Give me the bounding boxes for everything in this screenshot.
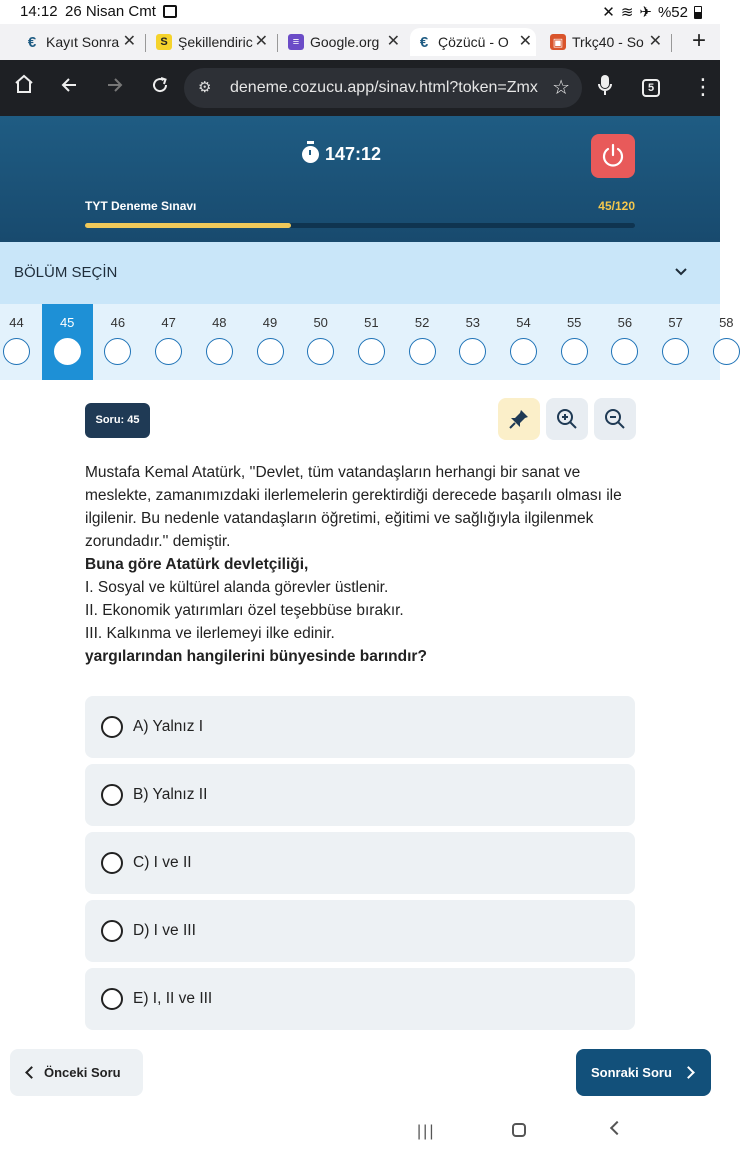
next-question-button[interactable]: Sonraki Soru [576, 1049, 711, 1096]
question-nav-item-54[interactable] [498, 304, 549, 380]
tab-title: Kayıt Sonra [46, 34, 120, 50]
question-item-1: I. Sosyal ve kültürel alanda görevler üstlenir. [85, 579, 389, 596]
question-nav-item-48[interactable] [194, 304, 245, 380]
finish-exam-button[interactable] [591, 134, 635, 178]
status-icons [602, 3, 702, 21]
zoom-out-icon [604, 408, 626, 430]
exam-name: TYT Deneme Sınavı [85, 199, 197, 213]
pin-icon [508, 408, 530, 430]
radio-icon[interactable] [101, 784, 123, 806]
question-status-circle [358, 338, 385, 365]
question-status-circle [662, 338, 689, 365]
radio-icon[interactable] [101, 988, 123, 1010]
bookmark-star-icon[interactable]: ☆ [552, 77, 570, 99]
question-item-2: II. Ekonomik yatırımları özel teşebbüse bırakır. [85, 602, 404, 619]
question-nav-number: 54 [516, 315, 531, 330]
tab-divider [671, 34, 672, 52]
question-navigator [0, 304, 734, 380]
option-a[interactable] [85, 696, 635, 758]
browser-tab-5[interactable] [544, 28, 666, 56]
new-tab-icon[interactable]: + [691, 27, 706, 54]
question-nav-item-44[interactable] [0, 304, 42, 380]
question-ask: yargılarından hangilerini bünyesinde barındır? [85, 648, 427, 665]
url-text[interactable]: deneme.cozucu.app/sinav.html?token=Zmx [230, 79, 538, 96]
timer-value: 147:12 [325, 144, 382, 164]
question-nav-item-56[interactable] [599, 304, 650, 380]
question-item-3: III. Kalkınma ve ilerlemeyi ilke edinir. [85, 625, 335, 642]
question-nav-number: 50 [313, 315, 328, 330]
browser-tab-strip [0, 24, 720, 60]
tab-title: Trkç40 - So [572, 34, 644, 50]
question-status-circle [713, 338, 740, 365]
tab-divider [277, 34, 278, 52]
exam-progress-text: 45/120 [598, 199, 635, 213]
question-nav-number: 45 [59, 315, 75, 330]
question-number-badge: Soru: 45 [85, 403, 150, 438]
power-icon [600, 143, 626, 169]
exam-timer [302, 144, 381, 165]
status-date: 26 Nisan Cmt [65, 3, 156, 20]
question-nav-item-58[interactable] [701, 304, 752, 380]
question-status-circle [459, 338, 486, 365]
question-nav-number: 51 [364, 315, 379, 330]
tab-title: Google.org [310, 34, 380, 50]
trkc-favicon-icon: ▣ [550, 34, 566, 50]
back-button-icon[interactable] [610, 1121, 624, 1135]
microphone-icon[interactable] [598, 74, 612, 102]
close-tab-icon[interactable]: ✕ [518, 33, 532, 50]
option-label: D) I ve III [133, 922, 196, 939]
question-nav-item-57[interactable] [650, 304, 701, 380]
recent-apps-icon[interactable]: ||| [417, 1123, 436, 1140]
option-label: E) I, II ve III [133, 990, 213, 1007]
question-status-circle [54, 338, 81, 365]
question-status-circle [611, 338, 638, 365]
question-paragraph: Mustafa Kemal Atatürk, ''Devlet, tüm vatandaşların herhangi bir sanat ve meslekte, zamanımızdaki ilerlemelerin gerektirdiği derecede başarılı olması ile ilgilenir. Bu nedenle vatandaşların öğretimi, eğitimi ve sağlığıyla ilgilenmek zorundadır.'' demiştir. [85, 464, 622, 550]
radio-icon[interactable] [101, 920, 123, 942]
exam-progress-bar [85, 223, 635, 228]
zoom-in-button[interactable] [546, 398, 588, 440]
question-nav-item-47[interactable] [143, 304, 194, 380]
question-stem: Buna göre Atatürk devletçiliği, [85, 556, 309, 573]
question-nav-number: 49 [262, 315, 278, 330]
question-nav-number: 48 [212, 315, 227, 330]
exam-header [0, 116, 720, 242]
battery-icon [694, 6, 702, 19]
previous-question-button[interactable]: Önceki Soru [10, 1049, 143, 1096]
tab-title: Şekillendiric [178, 34, 253, 50]
zoom-out-button[interactable] [594, 398, 636, 440]
browser-tab-4-active[interactable] [410, 28, 536, 56]
question-nav-bar [0, 1038, 720, 1106]
radio-icon[interactable] [101, 852, 123, 874]
wifi-icon: ≋ [620, 4, 634, 21]
close-tab-icon[interactable]: ✕ [386, 33, 400, 50]
question-nav-number: 52 [414, 315, 430, 330]
tab-divider [145, 34, 146, 52]
question-nav-item-50[interactable] [295, 304, 346, 380]
question-nav-item-51[interactable] [346, 304, 397, 380]
more-menu-icon[interactable]: ⋮ [692, 74, 714, 99]
option-label: B) Yalnız II [133, 786, 208, 803]
forms-favicon-icon: ≡ [288, 34, 304, 50]
airplane-icon: ✈ [639, 4, 652, 21]
browser-tab-1[interactable] [18, 28, 140, 56]
section-select-label: BÖLÜM SEÇİN [14, 264, 118, 281]
question-text [85, 461, 645, 668]
option-label: C) I ve II [133, 854, 192, 871]
question-nav-number: 44 [9, 315, 24, 330]
forward-arrow-icon[interactable] [106, 74, 124, 100]
cozucu-favicon-icon: € [419, 33, 429, 51]
close-tab-icon[interactable]: ✕ [648, 33, 662, 50]
option-e[interactable] [85, 968, 635, 1030]
battery-level: %52 [657, 3, 688, 21]
zoom-in-icon [556, 408, 578, 430]
site-settings-icon[interactable]: ⚙ [198, 79, 212, 96]
reload-icon[interactable] [151, 74, 169, 100]
pin-question-button[interactable] [498, 398, 540, 440]
browser-tab-2[interactable] [150, 28, 272, 56]
status-bar [0, 0, 720, 24]
question-status-circle [104, 338, 131, 365]
question-status-circle [409, 338, 436, 365]
option-label: A) Yalnız I [133, 718, 204, 735]
close-tab-icon[interactable]: ✕ [122, 33, 136, 50]
gallery-icon [163, 5, 177, 18]
browser-tab-3[interactable] [282, 28, 404, 56]
s-favicon-icon: S [156, 34, 172, 50]
question-status-circle [206, 338, 233, 365]
question-nav-number: 58 [719, 315, 734, 330]
back-arrow-icon[interactable] [60, 74, 78, 100]
question-nav-item-55[interactable] [549, 304, 600, 380]
home-button-icon[interactable] [512, 1123, 526, 1137]
close-tab-icon[interactable]: ✕ [254, 33, 268, 50]
status-time: 14:12 [20, 3, 58, 20]
question-status-circle [257, 338, 284, 365]
exam-progress-fill [85, 223, 291, 228]
question-nav-number: 56 [617, 315, 633, 330]
browser-toolbar [0, 60, 720, 116]
question-nav-number: 53 [465, 315, 481, 330]
question-status-circle [3, 338, 30, 365]
cozucu-favicon-icon: € [27, 33, 37, 51]
option-d[interactable] [85, 900, 635, 962]
address-bar[interactable] [184, 68, 582, 108]
tab-count-icon[interactable]: 5 [642, 79, 660, 97]
question-nav-number: 55 [566, 315, 582, 330]
question-nav-item-52[interactable] [397, 304, 448, 380]
android-nav-bar [0, 1106, 720, 1152]
option-c[interactable] [85, 832, 635, 894]
stopwatch-icon [302, 146, 319, 163]
question-nav-item-49[interactable] [245, 304, 296, 380]
question-nav-number: 46 [110, 315, 126, 330]
home-icon[interactable] [14, 74, 34, 100]
question-status-circle [307, 338, 334, 365]
option-b[interactable] [85, 764, 635, 826]
question-nav-item-53[interactable] [447, 304, 498, 380]
question-status-circle [561, 338, 588, 365]
question-nav-number: 47 [161, 315, 176, 330]
question-status-circle [155, 338, 182, 365]
mute-icon: ✕ [602, 4, 615, 21]
question-nav-item-46[interactable] [92, 304, 143, 380]
question-status-circle [510, 338, 537, 365]
question-nav-item-45[interactable] [42, 304, 93, 380]
radio-icon[interactable] [101, 716, 123, 738]
section-select[interactable] [0, 242, 720, 304]
question-nav-number: 57 [668, 315, 683, 330]
chevron-down-icon [674, 264, 688, 282]
tab-title: Çözücü - O [438, 34, 509, 50]
